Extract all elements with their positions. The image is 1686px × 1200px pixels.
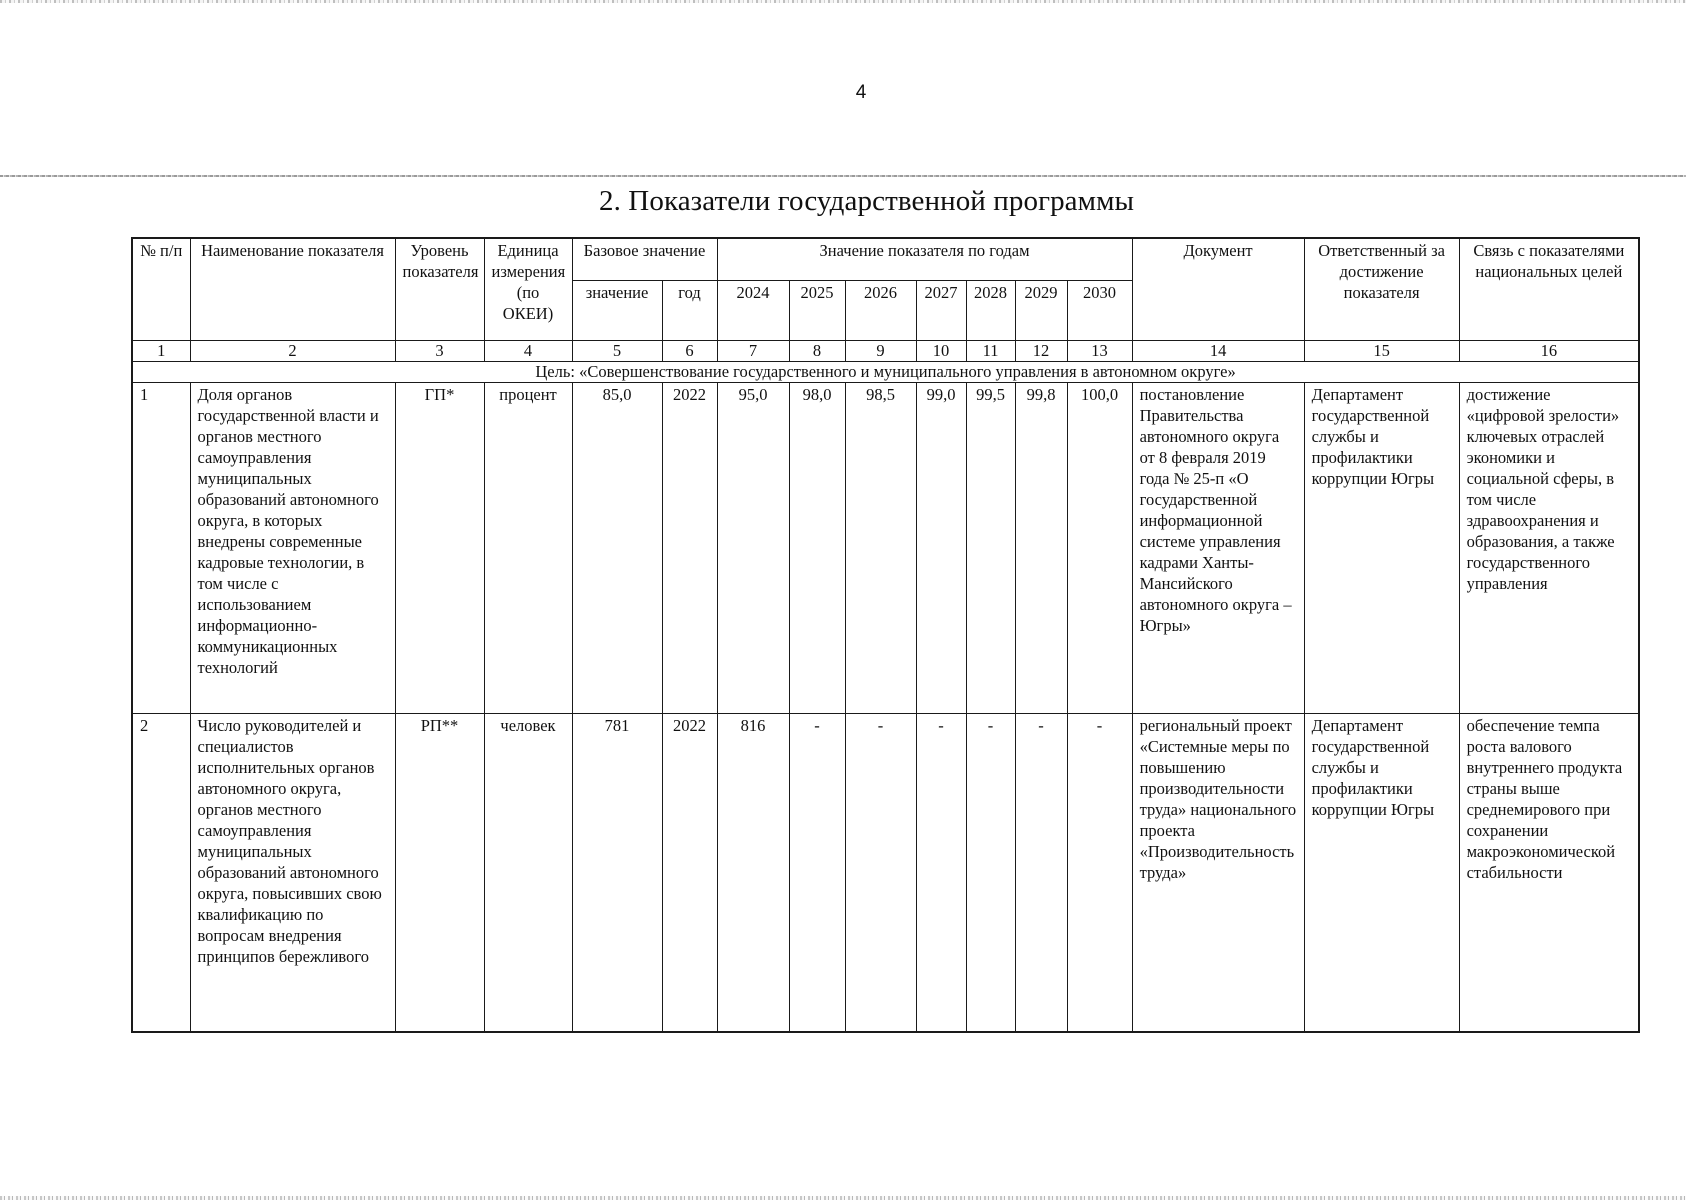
header-base: Базовое значение [572, 238, 717, 280]
column-number: 10 [916, 340, 966, 361]
base-value: 85,0 [572, 382, 662, 713]
column-number: 5 [572, 340, 662, 361]
scan-edge-bottom [0, 1196, 1686, 1200]
header-base-year: год [662, 280, 717, 340]
indicator-unit: процент [484, 382, 572, 713]
header-no: № п/п [132, 238, 190, 340]
column-number: 3 [395, 340, 484, 361]
column-number: 6 [662, 340, 717, 361]
value-2028: - [966, 713, 1015, 1032]
column-number: 7 [717, 340, 789, 361]
header-base-value: значение [572, 280, 662, 340]
value-2029: - [1015, 713, 1067, 1032]
national-goals-link: достижение «цифровой зрелости» ключевых отраслей экономики и социальной сферы, в том числе здравоохранения и образования, а также государственного управления [1459, 382, 1639, 713]
indicator-name: Число руководителей и специалистов исполнительных органов автономного округа, органов местного самоуправления муниципальных образований автономного округа, повысивших свою квалификацию по вопросам внедрения принципов бережливого [190, 713, 395, 1032]
table-row [132, 382, 1639, 713]
scan-fold-line [0, 175, 1686, 177]
indicator-level: РП** [395, 713, 484, 1032]
header-year-2030: 2030 [1067, 280, 1132, 340]
document: постановление Правительства автономного округа от 8 февраля 2019 года № 25-п «О государственной информационной системе управления кадрами Ханты-Мансийского автономного округа – Югры» [1132, 382, 1304, 713]
header-year-2025: 2025 [789, 280, 845, 340]
header-level: Уровень показателя [395, 238, 484, 340]
base-year: 2022 [662, 382, 717, 713]
column-number: 16 [1459, 340, 1639, 361]
value-2027: - [916, 713, 966, 1032]
value-2029: 99,8 [1015, 382, 1067, 713]
column-number: 4 [484, 340, 572, 361]
table-row [132, 713, 1639, 1032]
goal-text: Цель: «Совершенствование государственного и муниципального управления в автономном округе» [132, 361, 1639, 382]
value-2024: 816 [717, 713, 789, 1032]
indicator-level: ГП* [395, 382, 484, 713]
page-number: 4 [855, 82, 867, 103]
header-unit: Единица измерения (по ОКЕИ) [484, 238, 572, 340]
header-name: Наименование показателя [190, 238, 395, 340]
section-title: 2. Показатели государственной программы [599, 185, 1135, 217]
value-2028: 99,5 [966, 382, 1015, 713]
responsible: Департамент государственной службы и профилактики коррупции Югры [1304, 713, 1459, 1032]
value-2027: 99,0 [916, 382, 966, 713]
document: региональный проект «Системные меры по повышению производительности труда» национального проекта «Производительность труда» [1132, 713, 1304, 1032]
row-number: 2 [132, 713, 190, 1032]
value-2030: - [1067, 713, 1132, 1032]
value-2026: 98,5 [845, 382, 916, 713]
scan-edge-top [0, 0, 1686, 3]
base-year: 2022 [662, 713, 717, 1032]
header-year-2028: 2028 [966, 280, 1015, 340]
header-row-top [132, 238, 1639, 280]
column-number: 12 [1015, 340, 1067, 361]
goal-row [132, 361, 1639, 382]
header-by-years: Значение показателя по годам [717, 238, 1132, 280]
header-responsible: Ответственный за достижение показателя [1304, 238, 1459, 340]
value-2026: - [845, 713, 916, 1032]
base-value: 781 [572, 713, 662, 1032]
indicator-name: Доля органов государственной власти и органов местного самоуправления муниципальных образований автономного округа, в которых внедрены современные кадровые технологии, в том числе с использованием информационно-коммуникационных технологий [190, 382, 395, 713]
value-2024: 95,0 [717, 382, 789, 713]
indicator-unit: человек [484, 713, 572, 1032]
header-year-2026: 2026 [845, 280, 916, 340]
value-2030: 100,0 [1067, 382, 1132, 713]
indicators-table [131, 237, 1640, 1033]
column-number: 1 [132, 340, 190, 361]
column-number: 2 [190, 340, 395, 361]
column-number: 11 [966, 340, 1015, 361]
column-number: 13 [1067, 340, 1132, 361]
header-year-2024: 2024 [717, 280, 789, 340]
header-year-2027: 2027 [916, 280, 966, 340]
column-number: 9 [845, 340, 916, 361]
column-number: 8 [789, 340, 845, 361]
header-document: Документ [1132, 238, 1304, 340]
column-number: 14 [1132, 340, 1304, 361]
column-number: 15 [1304, 340, 1459, 361]
row-number: 1 [132, 382, 190, 713]
column-numbers-row [132, 340, 1639, 361]
value-2025: 98,0 [789, 382, 845, 713]
header-year-2029: 2029 [1015, 280, 1067, 340]
national-goals-link: обеспечение темпа роста валового внутреннего продукта страны выше среднемирового при сохранении макроэкономической стабильности [1459, 713, 1639, 1032]
responsible: Департамент государственной службы и профилактики коррупции Югры [1304, 382, 1459, 713]
value-2025: - [789, 713, 845, 1032]
header-national-goals-link: Связь с показателями национальных целей [1459, 238, 1639, 340]
